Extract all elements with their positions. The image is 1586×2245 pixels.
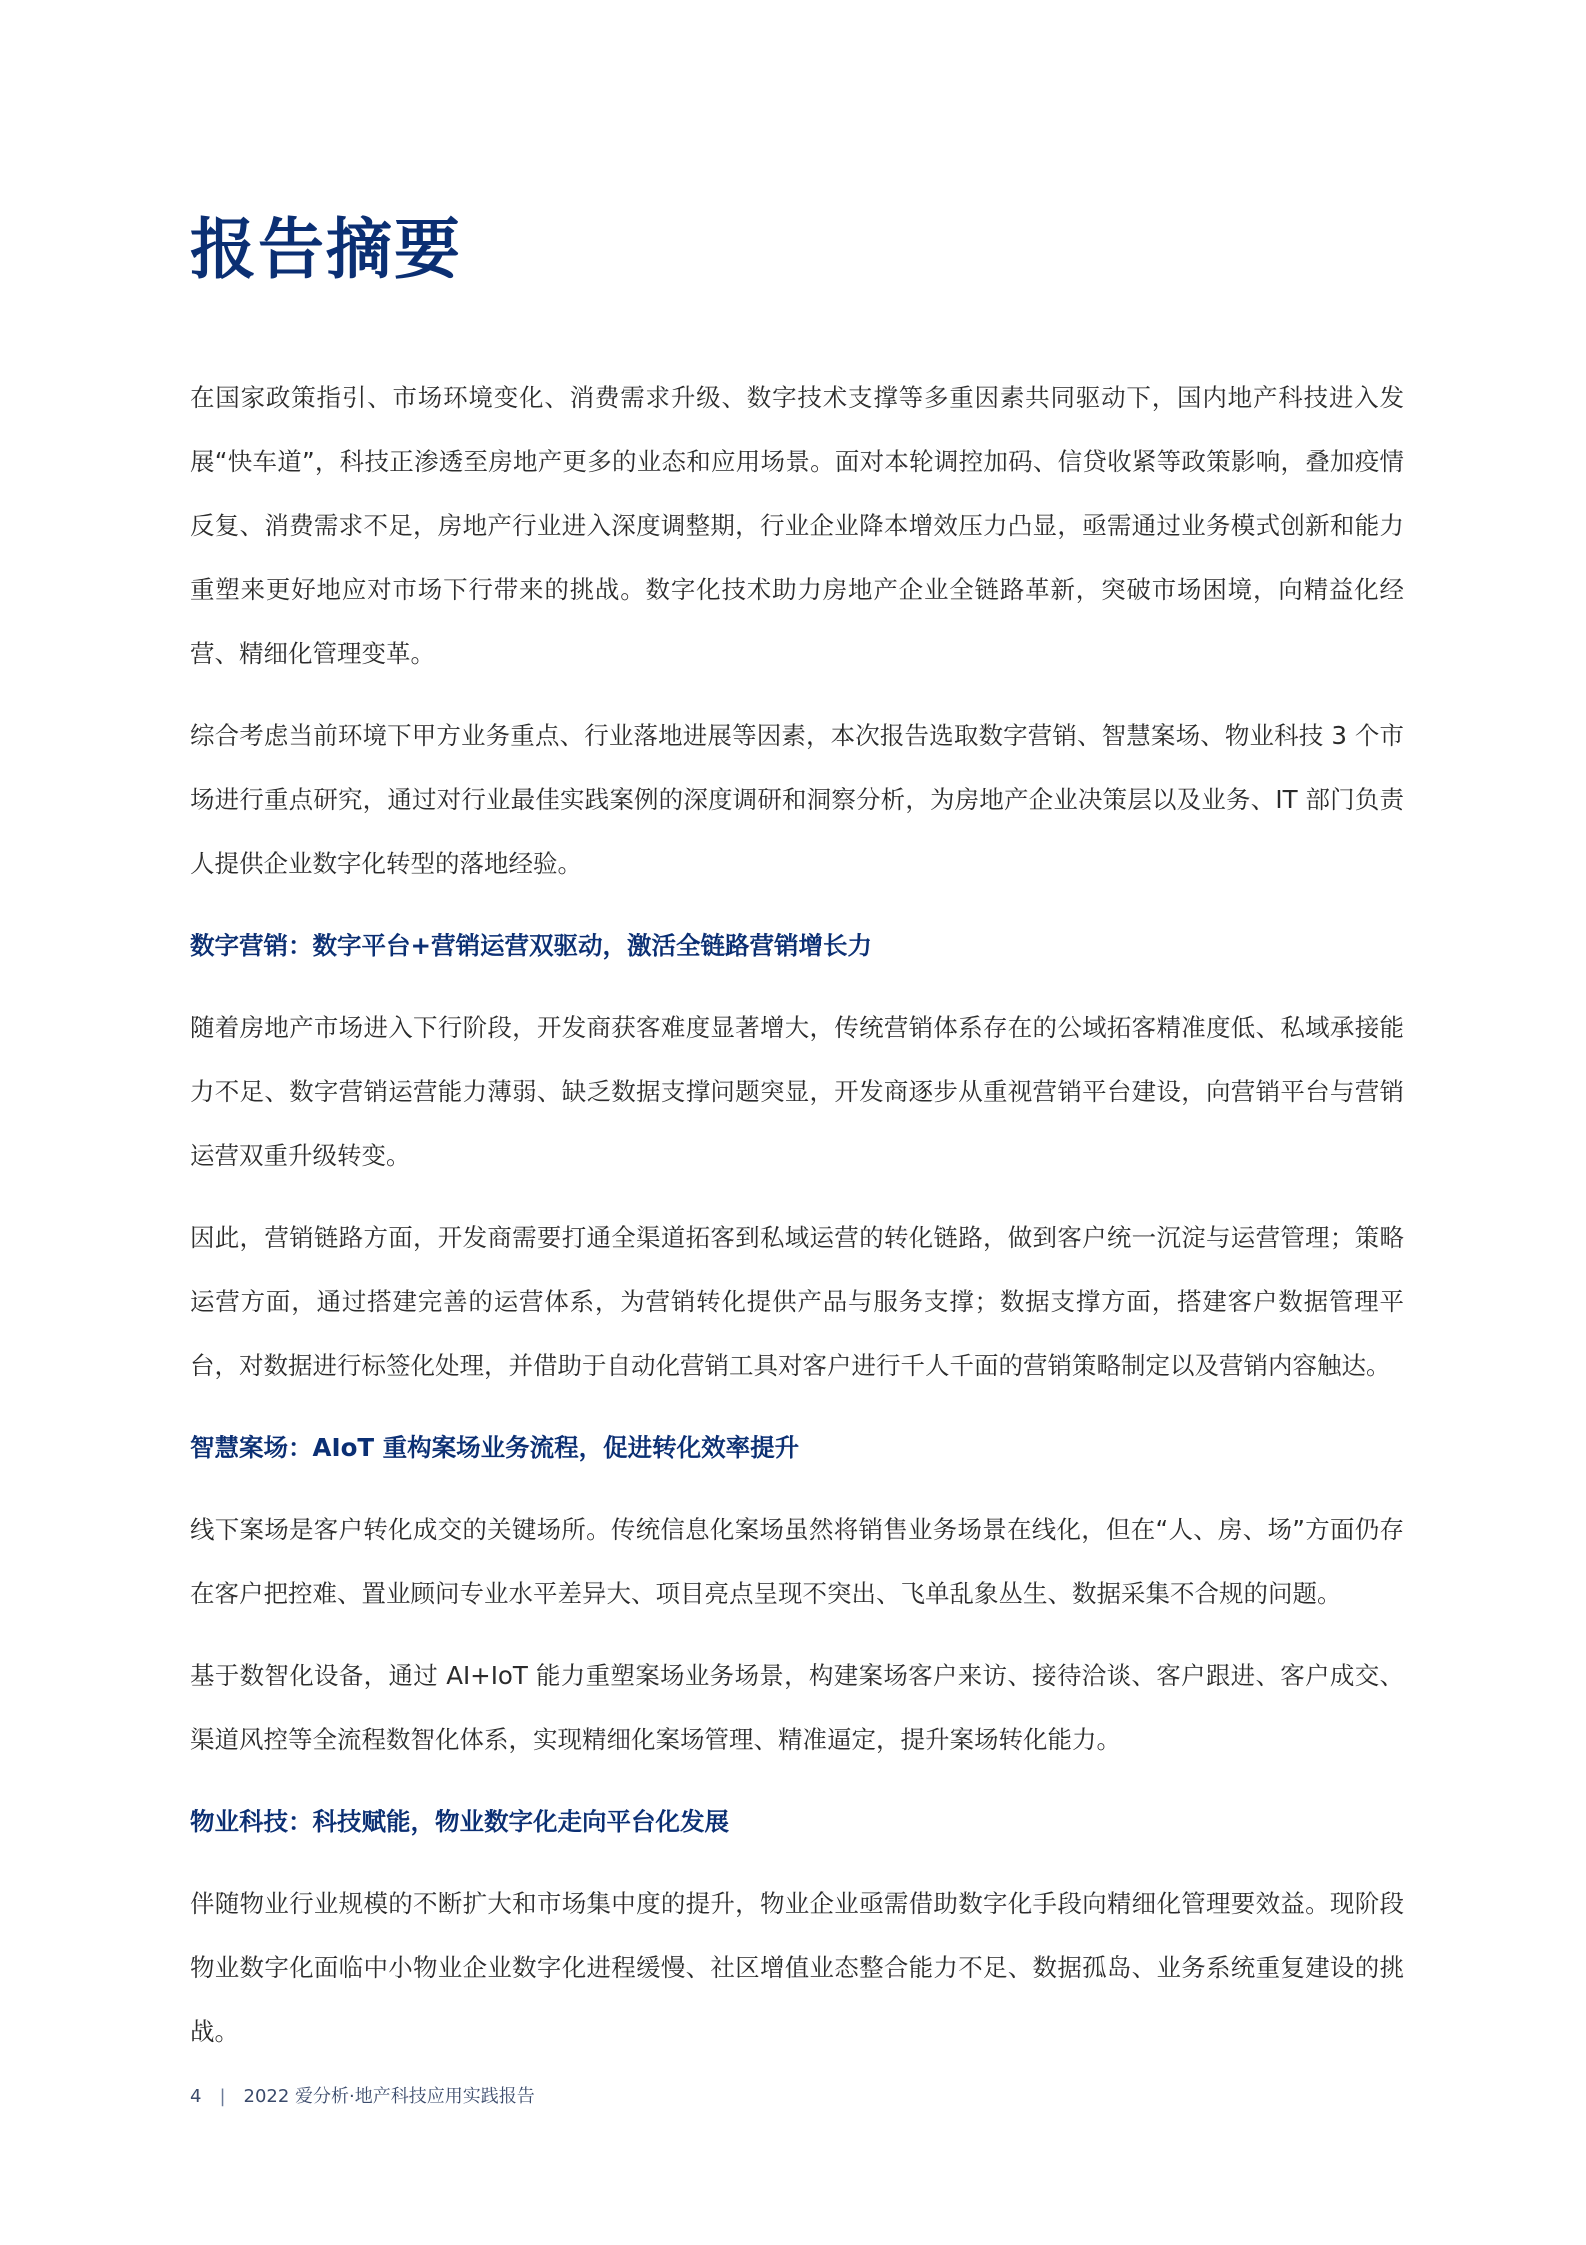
digital-marketing-paragraph-1: 随着房地产市场进入下行阶段，开发商获客难度显著增大，传统营销体系存在的公域拓客精准度低、私域承接能力不足、数字营销运营能力薄弱、缺乏数据支撑问题突显，开发商逐步从重视营销平台建设，向营销平台与营销运营双重升级转变。 <box>190 1013 1404 1170</box>
page-footer <box>190 2083 535 2111</box>
page-number: 4 <box>190 2086 202 2107</box>
report-name: 2022 爱分析·地产科技应用实践报告 <box>243 2086 535 2107</box>
footer-separator: | <box>219 2086 226 2107</box>
report-summary-body <box>190 366 1404 2082</box>
smart-sales-office-paragraph-2: 基于数智化设备，通过 AI+IoT 能力重塑案场业务场景，构建案场客户来访、接待洽谈、客户跟进、客户成交、渠道风控等全流程数智化体系，实现精细化案场管理、精准逼定，提升案场转化能力。 <box>190 1661 1404 1754</box>
property-tech-paragraph-1: 伴随物业行业规模的不断扩大和市场集中度的提升，物业企业亟需借助数字化手段向精细化管理要效益。现阶段物业数字化面临中小物业企业数字化进程缓慢、社区增值业态整合能力不足、数据孤岛、业务系统重复建设的挑战。 <box>190 1889 1404 2046</box>
section-heading-smart-sales-office: 智慧案场：AIoT 重构案场业务流程，促进转化效率提升 <box>190 1433 800 1462</box>
section-heading-digital-marketing: 数字营销：数字平台+营销运营双驱动，激活全链路营销增长力 <box>190 931 873 960</box>
digital-marketing-paragraph-2: 因此，营销链路方面，开发商需要打通全渠道拓客到私域运营的转化链路，做到客户统一沉淀与运营管理；策略运营方面，通过搭建完善的运营体系，为营销转化提供产品与服务支撑；数据支撑方面，搭建客户数据管理平台，对数据进行标签化处理，并借助于自动化营销工具对客户进行千人千面的营销策略制定以及营销内容触达。 <box>190 1223 1404 1380</box>
intro-paragraph-1: 在国家政策指引、市场环境变化、消费需求升级、数字技术支撑等多重因素共同驱动下，国内地产科技进入发展“快车道”，科技正渗透至房地产更多的业态和应用场景。面对本轮调控加码、信贷收紧等政策影响，叠加疫情反复、消费需求不足，房地产行业进入深度调整期，行业企业降本增效压力凸显，亟需通过业务模式创新和能力重塑来更好地应对市场下行带来的挑战。数字化技术助力房地产企业全链路革新，突破市场困境，向精益化经营、精细化管理变革。 <box>190 383 1404 668</box>
smart-sales-office-paragraph-1: 线下案场是客户转化成交的关键场所。传统信息化案场虽然将销售业务场景在线化，但在“人、房、场”方面仍存在客户把控难、置业顾问专业水平差异大、项目亮点呈现不突出、飞单乱象丛生、数据采集不合规的问题。 <box>190 1515 1404 1608</box>
intro-paragraph-2: 综合考虑当前环境下甲方业务重点、行业落地进展等因素，本次报告选取数字营销、智慧案场、物业科技 3 个市场进行重点研究，通过对行业最佳实践案例的深度调研和洞察分析，为房地产企业决策层以及业务、IT 部门负责人提供企业数字化转型的落地经验。 <box>190 721 1404 878</box>
section-heading-property-tech: 物业科技：科技赋能，物业数字化走向平台化发展 <box>190 1807 729 1836</box>
page-title: 报告摘要 <box>190 211 462 288</box>
